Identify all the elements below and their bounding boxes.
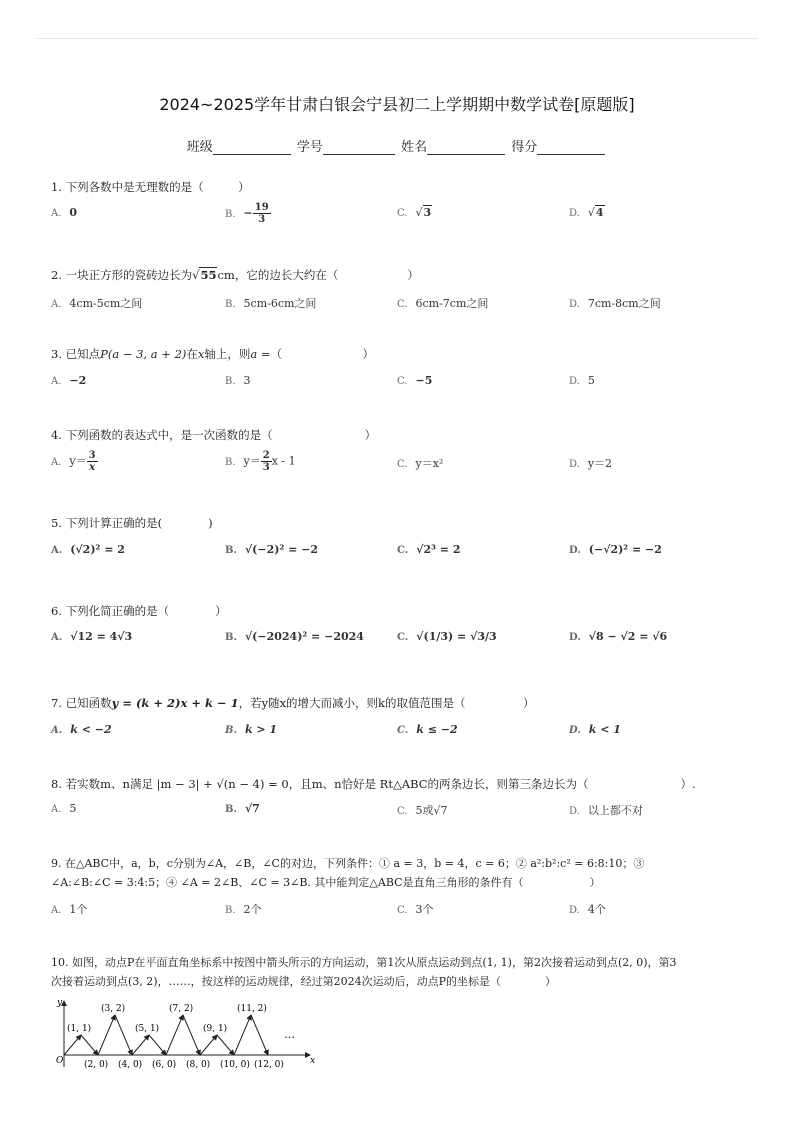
peak-labels — [67, 1003, 267, 1034]
class-blank[interactable] — [213, 140, 291, 155]
name-blank[interactable] — [427, 140, 505, 155]
q2-option-d[interactable]: D. 7cm-8cm之间 — [569, 297, 661, 310]
question-10-line-1: 10. 如图，动点P在平面直角坐标系中按图中箭头所示的方向运动，第1次从原点运动到点(1, 1)，第2次接着运动到点(2, 0)，第3 — [51, 956, 677, 969]
base-point-label: (8, 0) — [186, 1060, 211, 1070]
path-arrows — [64, 1015, 268, 1055]
q2-option-a[interactable]: A. 4cm-5cm之间 — [51, 297, 143, 310]
class-label: 班级 — [186, 140, 213, 155]
question-5 — [51, 514, 213, 533]
path-segment — [98, 1015, 115, 1055]
q4-option-b[interactable]: B. y＝ $\frac{2}{3}$ x - 1 — [225, 450, 296, 473]
top-rule — [36, 38, 758, 39]
path-segment — [149, 1035, 166, 1055]
question-2-stem: 2. 一块正方形的瓷砖边长为√55cm，它的边长大约在（ ） — [51, 268, 419, 282]
q1-option-a[interactable]: A. 0 — [51, 206, 78, 219]
q8-option-d[interactable]: D. 以上都不对 — [569, 804, 643, 817]
question-7-stem: 7. 已知函数y = (k + 2)x + k − 1，若y随x的增大而减小，则k的取值范围是（ ） — [51, 696, 535, 710]
question-6-stem: 6. 下列化简正确的是（ ） — [51, 604, 227, 618]
peak-point-label: (11, 2) — [237, 1004, 267, 1014]
path-segment — [200, 1035, 217, 1055]
base-point-label: (6, 0) — [152, 1060, 177, 1070]
q7-option-c[interactable]: C. k ≤ −2 — [397, 723, 458, 736]
path-segment — [183, 1015, 200, 1055]
base-point-label: (12, 0) — [254, 1060, 284, 1070]
peak-point-label: (9, 1) — [203, 1024, 228, 1034]
question-8-stem: 8. 若实数m、n满足 |m − 3| + √(n − 4) = 0，且m、n恰好是 Rt△ABC的两条边长，则第三条边长为（ ）. — [51, 777, 696, 791]
q6-option-a[interactable]: A. √12 = 4√3 — [51, 630, 133, 643]
question-3 — [51, 345, 374, 364]
q8-option-a[interactable]: A. 5 — [51, 802, 77, 815]
path-segment — [115, 1015, 132, 1055]
q3-option-c[interactable]: C. −5 — [397, 374, 433, 387]
q3-option-a[interactable]: A. −2 — [51, 374, 87, 387]
q3-option-b[interactable]: B. 3 — [225, 374, 251, 387]
base-point-label: (10, 0) — [220, 1060, 250, 1070]
q1-option-b[interactable]: B. − $\frac{19}{3}$ — [225, 202, 269, 225]
base-point-label: (4, 0) — [118, 1060, 143, 1070]
q1-option-c[interactable]: C. √3 — [397, 206, 432, 219]
question-4-stem: 4. 下列函数的表达式中，是一次函数的是（ ） — [51, 428, 377, 442]
question-10 — [51, 953, 677, 991]
q7-option-d[interactable]: D. k < 1 — [569, 723, 621, 736]
question-4 — [51, 426, 376, 445]
q5-option-d[interactable]: D. (−√2)² = −2 — [569, 543, 662, 556]
q7-option-b[interactable]: B. k > 1 — [225, 723, 278, 736]
q9-option-c[interactable]: C. 3个 — [397, 903, 434, 916]
question-2 — [51, 266, 419, 285]
question-9 — [51, 854, 644, 892]
question-1-stem: 1. 下列各数中是无理数的是（ ） — [51, 180, 250, 194]
q6-option-b[interactable]: B. √(−2024)² = −2024 — [225, 630, 364, 643]
question-9-line-1: 9. 在△ABC中，a，b，c分别为∠A，∠B，∠C的对边，下列条件：① a = 3，b = 4，c = 6；② a²:b²:c² = 6:8:10；③ — [51, 857, 645, 870]
base-labels — [84, 1059, 284, 1070]
question-6 — [51, 602, 227, 621]
question-8 — [51, 775, 696, 794]
path-segment — [64, 1035, 81, 1055]
q2-option-c[interactable]: C. 6cm-7cm之间 — [397, 297, 489, 310]
peak-point-label: (1, 1) — [67, 1024, 92, 1034]
q5-option-c[interactable]: C. √2³ = 2 — [397, 543, 461, 556]
q9-option-d[interactable]: D. 4个 — [569, 903, 606, 916]
question-3-stem: 3. 已知点P(a − 3, a + 2)在x轴上，则a =（ ） — [51, 347, 375, 361]
q4-option-a[interactable]: A. y＝ $\frac{3}{x}$ — [51, 450, 96, 473]
q1-option-d[interactable]: D. √4 — [569, 206, 604, 219]
path-segment — [234, 1015, 251, 1055]
question-9-line-2: ∠A:∠B:∠C = 3:4:5；④ ∠A = 2∠B、∠C = 3∠B. 其中能判定△ABC是直角三角形的条件有（ ） — [51, 876, 601, 889]
q4-option-d[interactable]: D. y＝2 — [569, 457, 613, 470]
score-label: 得分 — [511, 140, 538, 155]
question-5-stem: 5. 下列计算正确的是( ) — [51, 516, 213, 530]
q3-option-d[interactable]: D. 5 — [569, 374, 595, 387]
question-1 — [51, 178, 250, 197]
q8-option-b[interactable]: B. √7 — [225, 802, 260, 815]
peak-point-label: (5, 1) — [135, 1024, 160, 1034]
q6-option-c[interactable]: C. √(1/3) = √3/3 — [397, 630, 497, 643]
ellipsis: … — [284, 1028, 295, 1041]
id-label: 学号 — [296, 140, 323, 155]
path-segment — [251, 1015, 268, 1055]
x-axis-label: x — [310, 1056, 316, 1066]
y-axis-label: y — [57, 998, 63, 1008]
peak-point-label: (7, 2) — [169, 1004, 194, 1014]
path-segment — [81, 1035, 98, 1055]
path-segment — [166, 1015, 183, 1055]
q9-option-a[interactable]: A. 1个 — [51, 903, 88, 916]
q5-option-b[interactable]: B. √(−2)² = −2 — [225, 543, 319, 556]
zigzag-figure — [52, 997, 324, 1073]
q5-option-a[interactable]: A. (√2)² = 2 — [51, 543, 125, 556]
q2-option-b[interactable]: B. 5cm-6cm之间 — [225, 297, 317, 310]
page-title: 2024~2025学年甘肃白银会宁县初二上学期期中数学试卷[原题版] — [159, 95, 635, 114]
base-point-label: (2, 0) — [84, 1060, 109, 1070]
student-info-line — [0, 136, 794, 155]
q7-option-a[interactable]: A. k < −2 — [51, 723, 112, 736]
score-blank[interactable] — [537, 140, 605, 155]
question-10-line-2: 次接着运动到点(3, 2)，……，按这样的运动规律，经过第2024次运动后，动点P的坐标是（ ） — [51, 975, 556, 988]
origin-label: O — [56, 1056, 64, 1066]
q8-option-c[interactable]: C. 5或√7 — [397, 804, 448, 817]
peak-point-label: (3, 2) — [101, 1004, 126, 1014]
q4-option-c[interactable]: C. y＝x² — [397, 457, 444, 470]
name-label: 姓名 — [401, 140, 428, 155]
question-7 — [51, 694, 535, 713]
q6-option-d[interactable]: D. √8 − √2 = √6 — [569, 630, 668, 643]
q9-option-b[interactable]: B. 2个 — [225, 903, 262, 916]
id-blank[interactable] — [323, 140, 395, 155]
path-segment — [217, 1035, 234, 1055]
path-segment — [132, 1035, 149, 1055]
